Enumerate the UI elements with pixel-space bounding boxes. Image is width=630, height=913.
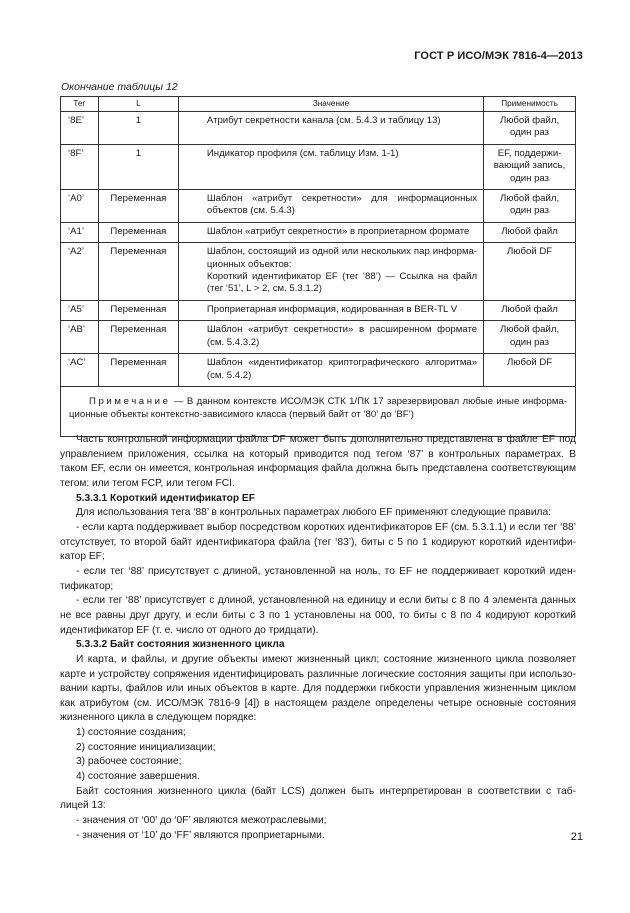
- value-paragraph: Короткий идентификатор EF (тег ‘88’) — Ссылка на файл (тег ‘51’, L > 2, см. 5.3.1.2): [206, 271, 478, 295]
- paragraph: Байт состояния жизненного цикла (байт LCS) должен быть интерпретирован в соответствии с таб- лицей 13:: [60, 785, 576, 812]
- cell-tag: ‘AB’: [61, 321, 99, 354]
- value-paragraph: Шаблон «атрибут секретности» в проприетарном формате: [206, 225, 470, 237]
- value-paragraph: Атрибут секретности канала (см. 5.4.3 и таблицу 13): [206, 115, 441, 126]
- cell-value: [178, 112, 483, 145]
- cell-length: Переменная: [98, 354, 178, 387]
- table-caption: Окончание таблицы 12: [61, 81, 178, 93]
- cell-applicability: Любой файл, один раз: [484, 190, 576, 223]
- cell-tag: ‘A1’: [61, 222, 99, 242]
- table-row: [61, 300, 576, 320]
- section-heading: 5.3.3.2 Байт состояния жизненного цикла: [76, 639, 285, 651]
- list-item: 2) состояние инициализации;: [76, 741, 216, 753]
- table-row: [61, 321, 576, 354]
- table-row: [61, 112, 576, 145]
- list-item: 3) рабочее состояние;: [76, 756, 182, 768]
- cell-length: Переменная: [98, 222, 178, 242]
- cell-value: [178, 321, 483, 354]
- cell-value: [178, 354, 483, 387]
- section-heading: 5.3.3.1 Короткий идентификатор EF: [76, 492, 255, 504]
- cell-tag: ‘AC’: [61, 354, 99, 387]
- cell-tag: ‘A2’: [61, 243, 99, 301]
- value-paragraph: Шаблон «идентификатор криптографического алгоритма» (см. 5.4.2): [206, 357, 478, 381]
- document-header: ГОСТ Р ИСО/МЭК 7816-4—2013: [414, 50, 583, 62]
- paragraph: - значения от ‘10’ до ‘FF’ являются проприетарными.: [76, 829, 325, 841]
- cell-length: 1: [98, 112, 178, 145]
- cell-length: Переменная: [98, 321, 178, 354]
- page-number: 21: [570, 831, 583, 843]
- cell-length: Переменная: [98, 300, 178, 320]
- cell-value: [178, 243, 483, 301]
- paragraph: - если тег ‘88’ присутствует с длиной, установленной на ноль, то EF не поддерживает короткий иден- тификатор;: [60, 565, 576, 592]
- cell-value: [178, 190, 483, 223]
- paragraph: Для использования тега ‘88’ в контрольных параметрах любого EF применяют следующие правила:: [76, 507, 551, 519]
- list-item: 4) состояние завершения.: [76, 771, 200, 783]
- col-header-applicability: Применимость: [484, 97, 576, 112]
- value-paragraph: Шаблон, состоящий из одной или нескольких пар информа- ционных объектов:: [206, 246, 478, 270]
- cell-value: [178, 222, 483, 242]
- cell-applicability: Любой DF: [484, 243, 576, 301]
- cell-value: [178, 144, 483, 189]
- cell-applicability: Любой файл, один раз: [484, 112, 576, 145]
- cell-tag: ‘8F’: [61, 144, 99, 189]
- paragraph: - значения от ‘00’ до ‘0F’ являются межотраслевыми;: [76, 815, 327, 827]
- list-item: 1) состояние создания;: [76, 727, 186, 739]
- value-paragraph: Индикатор профиля (см. таблицу Изм. 1-1): [206, 147, 399, 159]
- note-label: Примечание: [89, 395, 171, 407]
- paragraph: Часть контрольной информации файла DF может быть дополнительно представлена в файле EF под управлением приложения, ссылка на который приводится под тегом ‘87’ в контрольных параметрах. В таком EF, если он имеется, контрольная информация файла должна быть представлена соответствующим тегом: или тегом FCP, или тегом FCI.: [60, 434, 576, 489]
- col-header-tag: Тег: [61, 97, 99, 112]
- value-paragraph: Шаблон «атрибут секретности» для информационных объектов (см. 5.4.3): [206, 193, 478, 217]
- cell-applicability: EF, поддержи- вающий запись, один раз: [484, 144, 576, 189]
- table-row: [61, 144, 576, 189]
- table-row: [61, 190, 576, 223]
- cell-applicability: Любой DF: [484, 354, 576, 387]
- value-paragraph: Шаблон «атрибут секретности» в расширенном формате (см. 5.4.3.2): [206, 324, 478, 348]
- table-note: [61, 386, 576, 436]
- cell-tag: ‘A0’: [61, 190, 99, 223]
- cell-tag: ‘A5’: [61, 300, 99, 320]
- cell-applicability: Любой файл, один раз: [484, 321, 576, 354]
- cell-length: Переменная: [98, 243, 178, 301]
- note-text: — В данном контексте ИСО/МЭК СТК 1/ПК 17 зарезервировал любые иные информа- ционные объекты контекстно-зависимого класса (первый байт от ‘80’ до ‘BF’): [69, 395, 567, 420]
- table-header-row: [61, 97, 576, 112]
- cell-length: 1: [98, 144, 178, 189]
- table-12: [60, 96, 576, 437]
- table-row: [61, 354, 576, 387]
- cell-length: Переменная: [98, 190, 178, 223]
- cell-tag: ‘8E’: [61, 112, 99, 145]
- cell-applicability: Любой файл: [484, 222, 576, 242]
- col-header-value: Значение: [178, 97, 483, 112]
- table-row: [61, 222, 576, 242]
- value-paragraph: Проприетарная информация, кодированная в BER-TL V: [206, 303, 458, 315]
- cell-applicability: Любой файл: [484, 300, 576, 320]
- body-text: [60, 433, 576, 843]
- paragraph: - если карта поддерживает выбор посредством коротких идентификаторов EF (см. 5.3.1.1) и если тег ‘88’ отсутствует, то второй байт идентификатора файла (тег ‘83’), биты с 5 по 1 кодируют короткий идентифи- катор EF;: [60, 521, 576, 563]
- col-header-length: L: [98, 97, 178, 112]
- table-note-row: [61, 386, 576, 436]
- paragraph: - если тег ‘88’ присутствует с длиной, установленной на единицу и если биты с 8 по 4 элемента данных не все равны друг другу, и если биты с 3 по 1 установлены на 000, то биты с 8 по 4 кодируют короткий идентификатор EF (т. е. число от одного до тридцати).: [60, 595, 576, 636]
- table-row: [61, 243, 576, 301]
- cell-value: [178, 300, 483, 320]
- paragraph: И карта, и файлы, и другие объекты имеют жизненный цикл; состояние жизненного цикла позволяет карте и устройству сопряжения идентифицировать различные логические состояния защиты при использо- вании карты, файлов или иных объектов в карте. Для поддержки гибкости управления жизненным циклом как атрибутом (см. ИСО/МЭК 7816-9 [4]) в настоящем разделе определены четыре основные состояния жизненного цикла в следующем порядке:: [60, 653, 576, 724]
